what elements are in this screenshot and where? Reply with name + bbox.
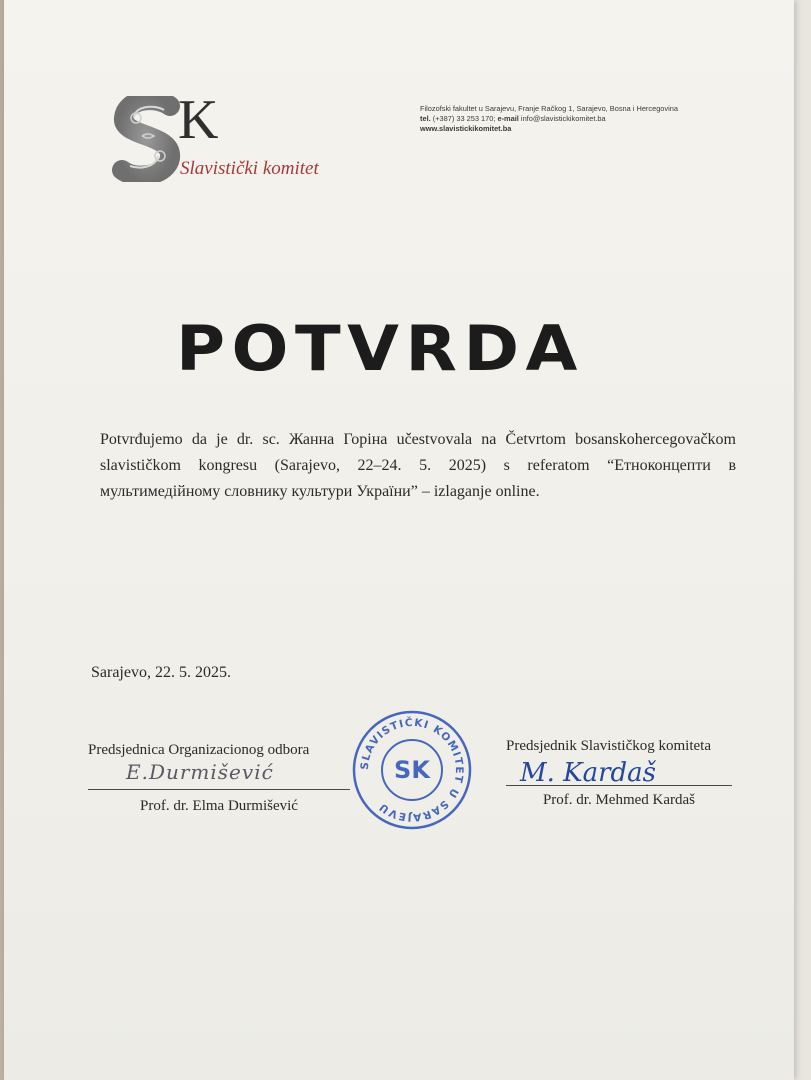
address-line: Filozofski fakultet u Sarajevu, Franje Račkog 1, Sarajevo, Bosna i Hercegovina xyxy=(420,104,678,113)
confirmation-text: Potvrđujemo da je dr. sc. Жанна Горіна učestvovala na Četvrtom bosanskohercegovačkom slavističkom kongresu (Sarajevo, 22–24. 5. 2025) s referatom “Етноконцепти в мультимедійному словнику культури України” – izlaganje online. xyxy=(100,431,736,500)
stamp-center-text: SK xyxy=(394,756,430,784)
website-link[interactable]: www.slavistickikomitet.ba xyxy=(420,124,512,133)
organization-name: Slavistički komitet xyxy=(180,158,319,179)
tel-value: (+387) 33 253 170; xyxy=(432,114,496,123)
email-label: e-mail xyxy=(497,114,519,123)
contact-line xyxy=(420,114,750,124)
signatory-role: Predsjednik Slavističkog komiteta xyxy=(506,738,711,754)
document-page xyxy=(4,0,794,1080)
ornamental-s-icon xyxy=(112,96,186,182)
organization-logo xyxy=(112,89,352,192)
document-date: Sarajevo, 22. 5. 2025. xyxy=(91,664,231,681)
signatory-name: Prof. dr. Mehmed Kardaš xyxy=(542,792,696,808)
handwritten-signature-left: E.Durmišević xyxy=(126,760,274,784)
tel-label: tel. xyxy=(420,114,431,123)
signatory-name: Prof. dr. Elma Durmišević xyxy=(140,798,298,814)
letterhead-contact xyxy=(420,104,750,134)
document-title: POTVRDA xyxy=(176,312,584,385)
signature-line xyxy=(88,789,350,790)
stamp-ring-text: SLAVISTIČKI KOMITET U SARAJEVU xyxy=(358,716,466,824)
email-value[interactable]: info@slavistickikomitet.ba xyxy=(520,114,606,123)
handwritten-signature-right: M. Kardaš xyxy=(520,758,656,788)
logo-letter: K xyxy=(178,89,219,151)
signatory-role: Predsjednica Organizacionog odbora xyxy=(88,742,310,758)
official-stamp xyxy=(350,708,474,832)
